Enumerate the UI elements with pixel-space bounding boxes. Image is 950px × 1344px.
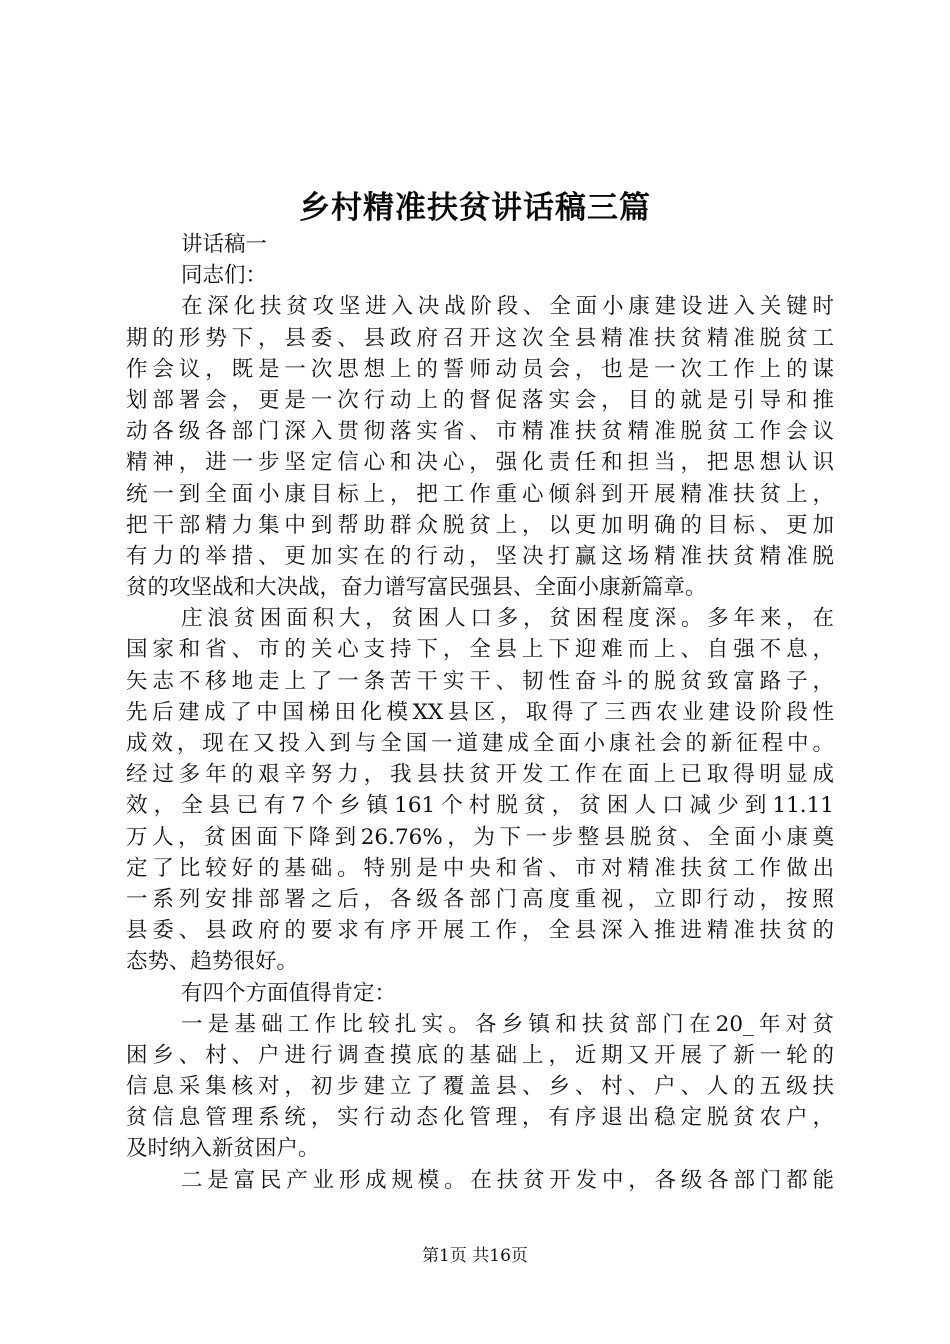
- paragraph-line: 二是富民产业形成规模。在扶贫开发中，各级各部门都能: [181, 1167, 834, 1193]
- paragraph-line: 庄浪贫困面积大，贫困人口多，贫困程度深。多年来，在: [181, 606, 834, 632]
- salutation: 同志们：: [181, 263, 268, 289]
- paragraph-line: 统一到全面小康目标上，把工作重心倾斜到开展精准扶贫上，: [126, 481, 834, 507]
- paragraph-line: 经过多年的艰辛努力，我县扶贫开发工作在面上已取得明显成: [126, 762, 834, 788]
- paragraph-line: 贫的攻坚战和大决战，奋力谱写富民强县、全面小康新篇章。: [126, 575, 707, 601]
- paragraph-line: 及时纳入新贫困户。: [126, 1136, 320, 1162]
- paragraph-line: 精神，进一步坚定信心和决心，强化责任和担当，把思想认识: [126, 450, 834, 476]
- paragraph-line: 成效，现在又投入到与全国一道建成全面小康社会的新征程中。: [126, 731, 834, 756]
- paragraph-line: 矢志不移地走上了一条苦干实干、韧性奋斗的脱贫致富路子，: [126, 668, 834, 694]
- paragraph-line: 有力的举措、更加实在的行动，坚决打赢这场精准扶贫精准脱: [126, 543, 834, 569]
- paragraph-line: 在深化扶贫攻坚进入决战阶段、全面小康建设进入关键时: [181, 294, 834, 320]
- paragraph-line: 县委、县政府的要求有序开展工作，全县深入推进精准扶贫的: [126, 918, 834, 944]
- paragraph-line: 国家和省、市的关心支持下，全县上下迎难而上、自强不息，: [126, 637, 834, 663]
- paragraph-line: 困乡、村、户进行调查摸底的基础上，近期又开展了新一轮的: [126, 1042, 834, 1068]
- document-title: 乡村精准扶贫讲话稿三篇: [299, 190, 651, 226]
- paragraph-line: 把干部精力集中到帮助群众脱贫上，以更加明确的目标、更加: [126, 512, 834, 538]
- paragraph-line: 划部署会，更是一次行动上的督促落实会，目的就是引导和推: [126, 387, 834, 413]
- section-heading: 讲话稿一: [181, 232, 268, 257]
- paragraph-line: 贫信息管理系统，实行动态化管理，有序退出稳定脱贫农户，: [126, 1105, 834, 1131]
- paragraph-line: 一系列安排部署之后，各级各部门高度重视，立即行动，按照: [126, 886, 834, 912]
- paragraph-line: 有四个方面值得肯定：: [181, 980, 397, 1006]
- paragraph-line: 动各级各部门深入贯彻落实省、市精准扶贫精准脱贫工作会议: [126, 419, 834, 445]
- page-number: 第1页 共16页: [422, 1246, 528, 1266]
- paragraph-line: 定了比较好的基础。特别是中央和省、市对精准扶贫工作做出: [126, 855, 834, 881]
- paragraph-line: 效，全县已有7个乡镇161个村脱贫，贫困人口减少到11.11: [126, 793, 834, 819]
- paragraph-line: 万人，贫困面下降到26.76%，为下一步整县脱贫、全面小康奠: [126, 824, 834, 850]
- document-body: [126, 229, 834, 1196]
- paragraph-line: 期的形势下，县委、县政府召开这次全县精准扶贫精准脱贫工: [126, 325, 834, 351]
- paragraph-line: 先后建成了中国梯田化模XX县区，取得了三西农业建设阶段性: [126, 699, 834, 725]
- paragraph-line: 信息采集核对，初步建立了覆盖县、乡、村、户、人的五级扶: [126, 1074, 834, 1100]
- paragraph-line: 一是基础工作比较扎实。各乡镇和扶贫部门在20_年对贫: [181, 1011, 834, 1037]
- paragraph-line: 态势、趋势很好。: [126, 949, 299, 975]
- paragraph-line: 作会议，既是一次思想上的誓师动员会，也是一次工作上的谋: [126, 356, 834, 382]
